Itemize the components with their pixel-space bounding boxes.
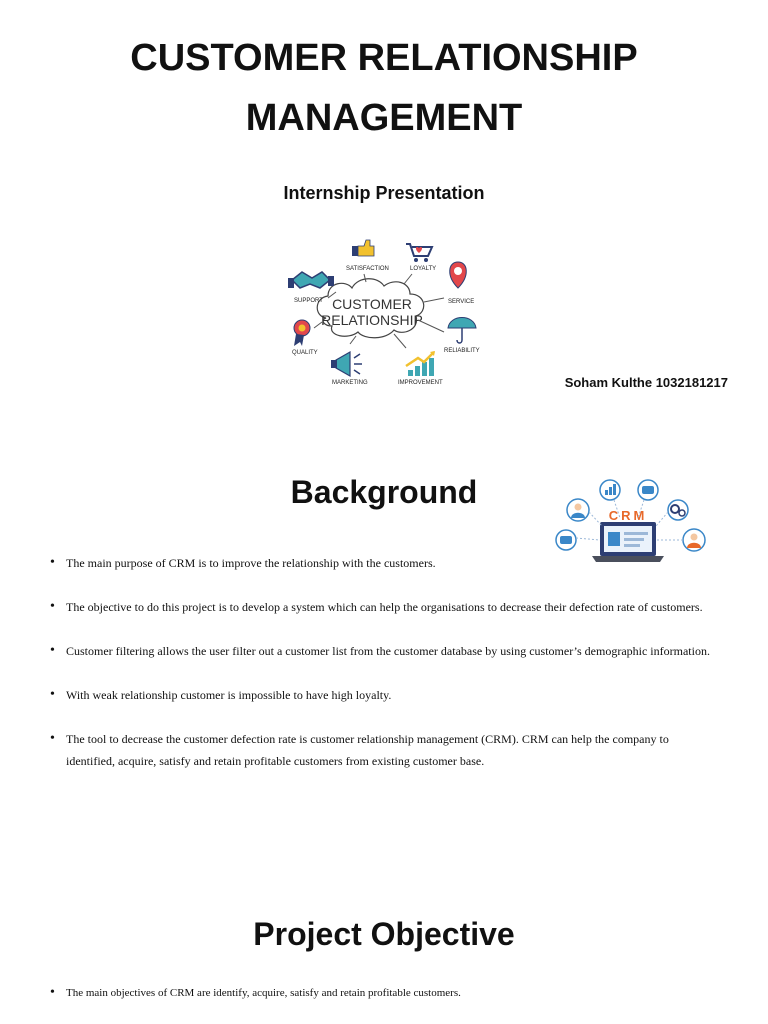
cloud-text-line-2: RELATIONSHIP xyxy=(321,312,423,328)
cart-icon xyxy=(406,244,432,262)
label-service: SERVICE xyxy=(448,299,475,305)
objective-heading: Project Objective xyxy=(253,916,515,952)
handshake-icon xyxy=(288,272,334,288)
page-title xyxy=(0,28,768,148)
label-quality: QUALITY xyxy=(292,350,318,356)
subtitle: Internship Presentation xyxy=(283,183,485,203)
list-item: • The tool to decrease the customer defection rate is customer relationship management (CRM). CRM can help the company to identified, acquire, satisfy and retain profitable customers from existing customer base. xyxy=(50,728,720,772)
list-item: • The objective to do this project is to develop a system which can help the organisations to decrease their defection rate of customers. xyxy=(50,596,720,618)
title-line-1: CUSTOMER RELATIONSHIP xyxy=(130,37,638,79)
quality-ribbon-icon xyxy=(294,320,310,346)
crm-label: CRM xyxy=(608,508,648,523)
label-satisfaction: SATISFACTION xyxy=(346,266,389,272)
umbrella-icon xyxy=(448,318,476,344)
list-item: • The main objectives of CRM are identify, acquire, satisfy and retain profitable customers. xyxy=(50,982,720,1004)
label-loyalty: LOYALTY xyxy=(410,266,437,272)
objective-bullet-list xyxy=(50,982,720,1004)
cloud-text-line-1: CUSTOMER xyxy=(332,296,412,312)
title-line-2: MANAGEMENT xyxy=(245,97,523,139)
label-support: SUPPORT xyxy=(294,298,323,304)
location-pin-icon xyxy=(450,262,467,288)
customer-relationship-figure xyxy=(286,236,486,392)
label-reliability: RELIABILITY xyxy=(444,348,480,354)
growth-chart-icon xyxy=(406,351,435,376)
thumbs-up-icon xyxy=(352,240,374,256)
author-name: Soham Kulthe 1032181217 xyxy=(564,375,728,390)
background-heading: Background xyxy=(290,474,478,510)
background-bullet-list xyxy=(50,552,720,794)
list-item: • The main purpose of CRM is to improve the relationship with the customers. xyxy=(50,552,720,574)
megaphone-icon xyxy=(331,352,362,376)
label-marketing: MARKETING xyxy=(332,380,368,386)
label-improvement: IMPROVEMENT xyxy=(398,380,443,386)
list-item: • Customer filtering allows the user filter out a customer list from the customer database by using customer’s demographic information. xyxy=(50,640,720,662)
list-item: • With weak relationship customer is impossible to have high loyalty. xyxy=(50,684,720,706)
